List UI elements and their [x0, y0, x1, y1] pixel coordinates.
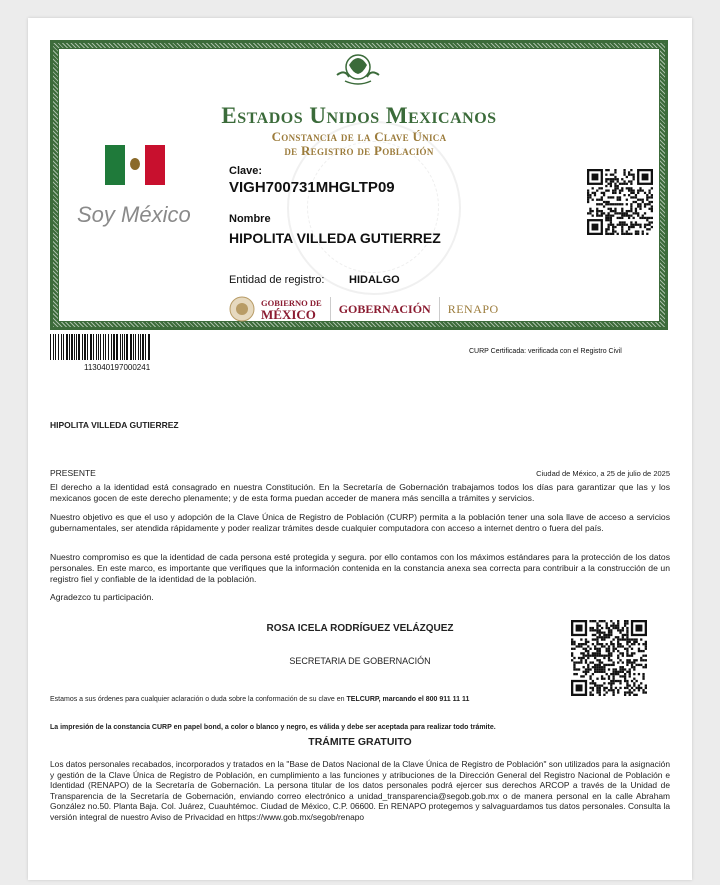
entidad-label: Entidad de registro:	[229, 274, 325, 286]
certificate-subtitle-line2: de Registro de Población	[284, 143, 434, 158]
curp-certificate	[50, 40, 668, 330]
clave-value: VIGH700731MHGLTP09	[229, 179, 395, 196]
logo-divider	[439, 297, 440, 321]
certificate-body	[58, 48, 660, 322]
national-emblem-icon	[331, 45, 385, 85]
paragraph-1: El derecho a la identidad está consagrado en nuestra Constitución. En la Secretaría de Gobernación trabajamos todos los días para garantizar que las y los mexicanos gocen de este derecho plenamente; y de esta forma puedan acceder de manera más sencilla a trámites y servicios.	[50, 482, 670, 504]
signer-name: ROSA ICELA RODRÍGUEZ VELÁZQUEZ	[266, 623, 454, 634]
qr-code-icon	[587, 169, 653, 235]
signature-qr-code	[571, 620, 647, 696]
telcurp-phone: TELCURP, marcando el 800 911 11 11	[346, 696, 470, 703]
barcode-icon	[50, 334, 154, 360]
certificate-qr-code	[587, 169, 653, 235]
signer-title: SECRETARIA DE GOBERNACIÓN	[289, 656, 431, 666]
print-validity-note: La impresión de la constancia CURP en papel bond, a color o blanco y negro, es válida y debe ser aceptada para realizar todo trámite.	[50, 724, 496, 731]
qr-code-icon	[571, 620, 647, 696]
soy-mexico-text: Soy México	[77, 202, 191, 227]
privacy-notice: Los datos personales recabados, incorporados y tratados en la "Base de Datos Nacional de la Clave Única de Registro de Población" son utilizados para la asignación y gestión de la Clave Única de Registro de Población, en cumplimiento a las funciones y atribuciones de la Dirección General del Registro Nacional de Población e Identidad (RENAPO) de la Secretaría de Gobernación. La persona titular de los datos personales podrá ejercer sus derechos ARCOP a través de la Unidad de Transparencia de la Secretaría de Gobernación, enviando correo electrónico a unidad_transparencia@segob.gob.mx o de manera personal en la calle Abraham González no.50. Planta Baja. Col. Juárez, Cuauhtémoc. Ciudad de México, C.P. 06600. En RENAPO protegemos y salvaguardamos tus datos personales. Consulta la versión integral de nuestro Aviso de Privacidad en https://www.gob.mx/segob/renapo	[50, 759, 670, 822]
clave-label: Clave:	[229, 165, 263, 177]
entidad-value: HIDALGO	[349, 274, 400, 286]
tramite-gratuito: TRÁMITE GRATUITO	[308, 736, 412, 748]
renapo-logo: RENAPO	[447, 301, 499, 316]
barcode-number: 113040197000241	[84, 363, 151, 372]
gobierno-seal-icon	[229, 296, 255, 322]
contact-line	[50, 696, 469, 703]
gobierno-logo-line1: GOBIERNO DE	[261, 298, 322, 308]
document-page	[28, 18, 692, 880]
gobierno-logo	[261, 298, 322, 320]
certificate-subtitle-line1: Constancia de la Clave Única	[271, 129, 447, 144]
letter-date: Ciudad de México, a 25 de julio de 2025	[536, 469, 670, 478]
paragraph-4: Agradezco tu participación.	[50, 592, 154, 602]
nombre-value: HIPOLITA VILLEDA GUTIERREZ	[229, 230, 441, 246]
paragraph-2: Nuestro objetivo es que el uso y adopción de la Clave Única de Registro de Población (CURP) permita a la población tener una sola llave de acceso a servicios gubernamentales, ser atendida rápidamente y poder realizar trámites desde cualquier computadora con acceso a internet dentro o fuera del país.	[50, 512, 670, 534]
paragraph-3: Nuestro compromiso es que la identidad de cada persona esté protegida y segura. por ello contamos con los máximos estándares para la protección de los datos personales. En este marco, es importante que verifiques que la información contenida en la constancia anexa sea correcta para contribuir a la construcción de un registro fiel y confiable de la identidad de la población.	[50, 552, 670, 585]
contact-text: Estamos a sus órdenes para cualquier aclaración o duda sobre la conformación de su clave en	[50, 696, 347, 703]
certificada-note: CURP Certificada: verificada con el Registro Civil	[469, 348, 622, 355]
country-title: Estados Unidos Mexicanos	[221, 103, 497, 128]
mexico-flag-icon	[105, 145, 165, 185]
seal-watermark-inner	[307, 141, 439, 273]
gobierno-logo-line2: MÉXICO	[261, 307, 316, 322]
government-logos	[229, 294, 499, 324]
presente-text: PRESENTE	[50, 468, 96, 478]
nombre-label: Nombre	[229, 213, 271, 225]
logo-divider	[330, 297, 331, 321]
recipient-name: HIPOLITA VILLEDA GUTIERREZ	[50, 420, 179, 430]
gobernacion-logo: GOBERNACIÓN	[338, 301, 431, 316]
